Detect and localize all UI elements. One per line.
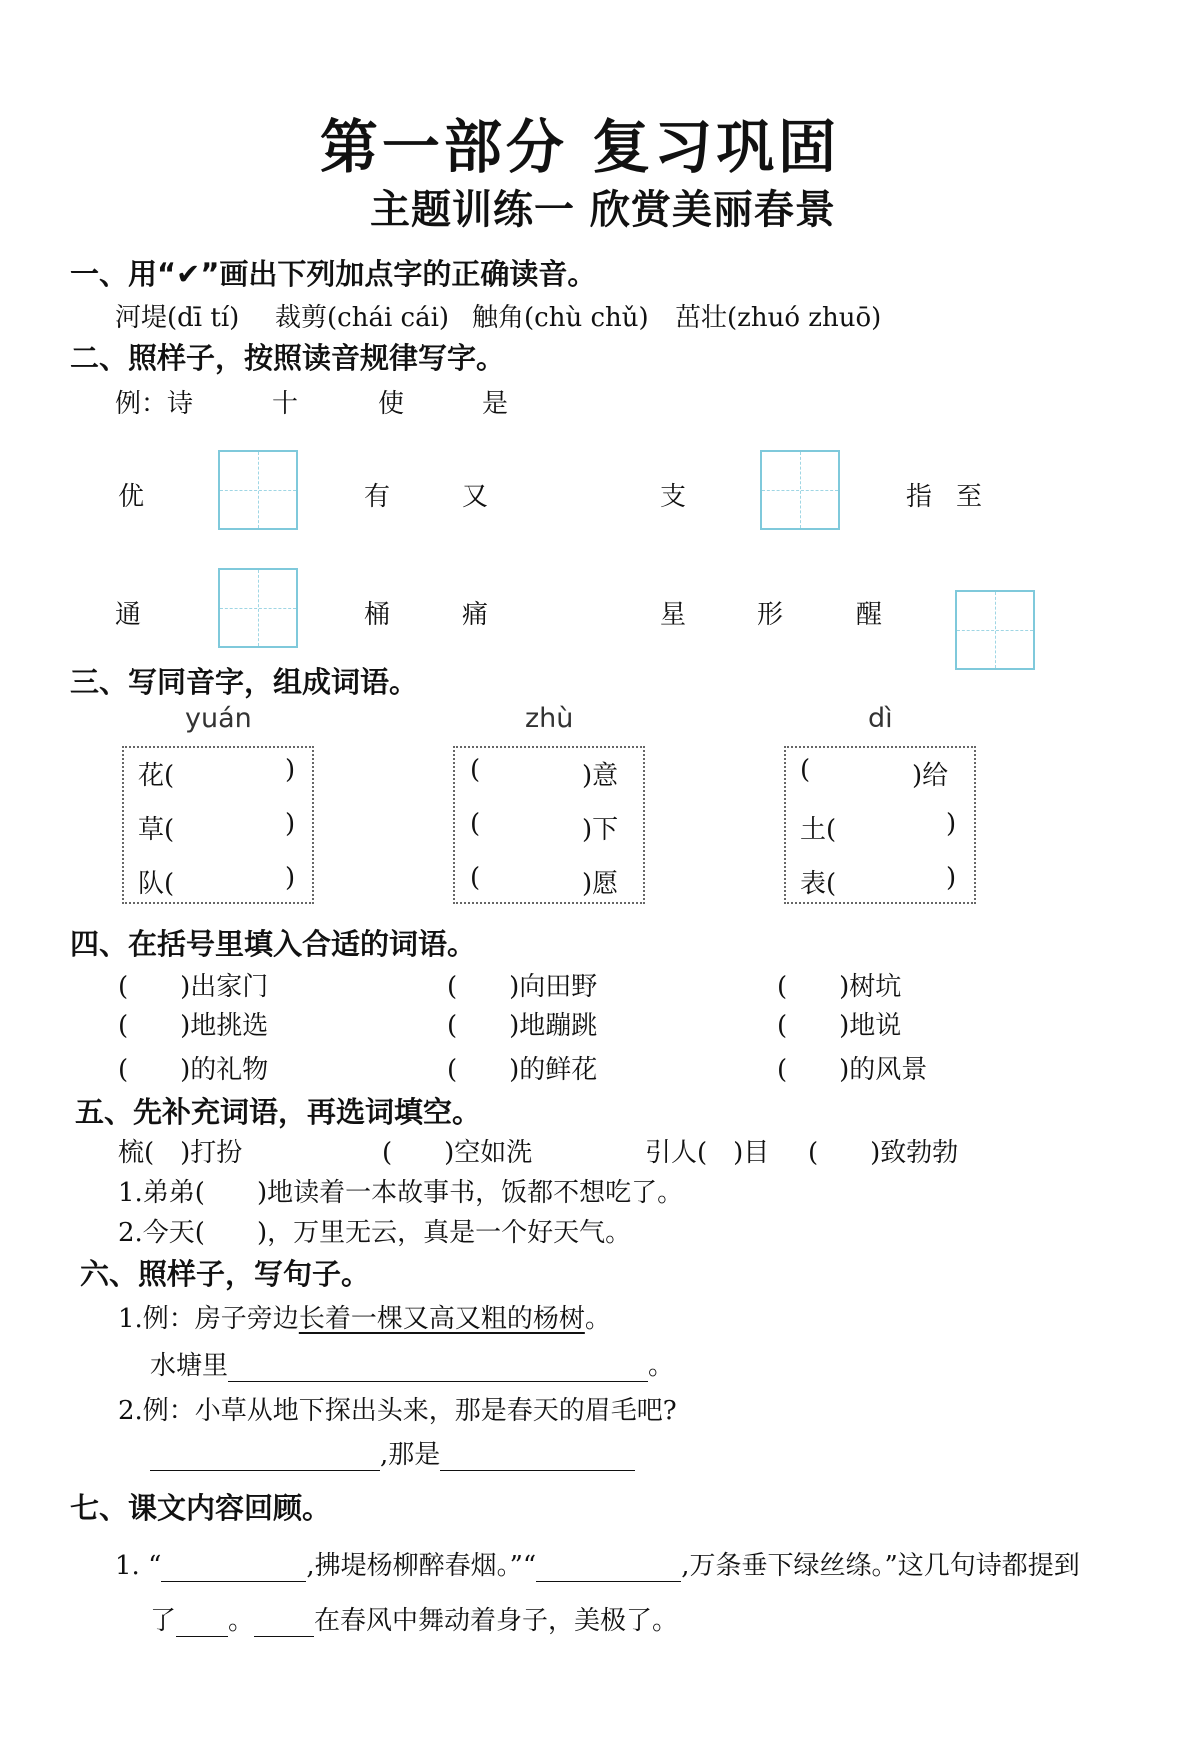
s3-line-left: ( [470,863,481,893]
answer-blank[interactable] [440,1442,635,1471]
s2-char: 又 [462,482,489,512]
section-5-heading: 五、先补充词语，再选词填空。 [75,1095,482,1129]
s2-char: 支 [660,482,687,512]
s5-word: 引人( )目 [645,1138,770,1168]
s4-cell: ( )的礼物 [118,1055,269,1085]
s3-line-right: ) [285,863,296,893]
s2-char: 痛 [462,600,489,630]
answer-blank[interactable] [150,1442,380,1471]
s1-item: 裁剪(chái cái) [275,303,450,333]
section-6-heading: 六、照样子，写句子。 [80,1257,371,1291]
s1-item: 河堤(dī tí) [115,303,240,333]
s2-char: 优 [118,482,145,512]
s3-line-left: 队( [138,869,175,899]
s1-item: 触角(chù chǔ) [472,303,649,333]
s4-cell: ( )地说 [777,1011,902,1041]
answer-blank[interactable] [536,1553,681,1582]
s3-line-right: ) [946,863,957,893]
answer-blank[interactable] [228,1353,648,1382]
section-2-heading: 二、照样子，按照读音规律写字。 [70,341,506,375]
answer-blank[interactable] [176,1608,228,1637]
s2-char: 指 [906,482,933,512]
s7-line-2: 了 。 在春风中舞动着身子，美极了。 [150,1606,679,1636]
section-4-heading: 四、在括号里填入合适的词语。 [70,927,477,961]
s1-item: 茁壮(zhuó zhuō) [675,303,882,333]
page-title: 第一部分 复习巩固 [319,113,841,181]
s3-line-left: 花( [138,761,175,791]
s5-word: ( )致勃勃 [808,1138,959,1168]
s3-line-right: )意 [582,761,619,791]
s5-word: ( )空如洗 [382,1138,533,1168]
s3-line-left: 草( [138,815,175,845]
s3-line-right: ) [285,809,296,839]
section-3-heading: 三、写同音字，组成词语。 [70,665,419,699]
s2-example-char: 使 [378,389,405,419]
s5-word: 梳( )打扮 [118,1138,243,1168]
answer-blank[interactable] [254,1608,314,1637]
pinyin-label: dì [868,703,893,734]
s4-cell: ( )树坑 [777,972,902,1002]
s3-line-right: )愿 [582,869,619,899]
s3-line-right: )给 [912,761,949,791]
writing-grid-box[interactable] [218,450,298,530]
writing-grid-box[interactable] [760,450,840,530]
s2-char: 醒 [856,600,883,630]
s3-line-left: ( [470,755,481,785]
s2-char: 形 [757,600,784,630]
page-subtitle: 主题训练一 欣赏美丽春景 [370,187,836,233]
s3-line-left: 表( [800,869,837,899]
s3-line-left: 土( [800,815,837,845]
s3-line-right: ) [285,755,296,785]
s6-example-1: 1.例：房子旁边长着一棵又高又粗的杨树。 [118,1304,611,1334]
s2-example-char: 是 [482,389,509,419]
writing-grid-box[interactable] [218,568,298,648]
s3-line-left: ( [470,809,481,839]
s6-answer-2: ,那是 [150,1434,635,1471]
writing-grid-box[interactable] [955,590,1035,670]
s3-line-left: ( [800,755,811,785]
s4-cell: ( )出家门 [118,972,269,1002]
s2-char: 有 [364,482,391,512]
s4-cell: ( )的鲜花 [447,1055,598,1085]
s2-char: 星 [660,600,687,630]
underlined-phrase: 长着一棵又高又粗的杨树 [298,1304,585,1334]
s2-example-char: 十 [272,389,299,419]
s2-example-label: 例：诗 [115,389,194,419]
s4-cell: ( )的风景 [777,1055,928,1085]
s5-question: 2.今天( )，万里无云，真是一个好天气。 [118,1218,632,1248]
answer-blank[interactable] [161,1553,306,1582]
s2-char: 至 [956,482,983,512]
s2-char: 桶 [364,600,391,630]
s5-question: 1.弟弟( )地读着一本故事书，饭都不想吃了。 [118,1178,684,1208]
pinyin-label: yuán [185,703,252,734]
s7-line-1: 1. “ ,拂堤杨柳醉春烟。”“ ,万条垂下绿丝绦。”这几句诗都提到 [115,1551,1080,1581]
s6-answer-1: 水塘里 。 [150,1351,675,1381]
s2-char: 通 [115,600,142,630]
s4-cell: ( )地挑选 [118,1011,269,1041]
s6-example-2: 2.例：小草从地下探出头来，那是春天的眉毛吧? [118,1396,677,1426]
pinyin-label: zhù [525,703,574,734]
s4-cell: ( )地蹦跳 [447,1011,598,1041]
s3-line-right: ) [946,809,957,839]
s3-line-right: )下 [582,815,619,845]
s4-cell: ( )向田野 [447,972,598,1002]
section-7-heading: 七、课文内容回顾。 [70,1491,332,1525]
section-1-heading: 一、用“✔”画出下列加点字的正确读音。 [70,257,597,291]
